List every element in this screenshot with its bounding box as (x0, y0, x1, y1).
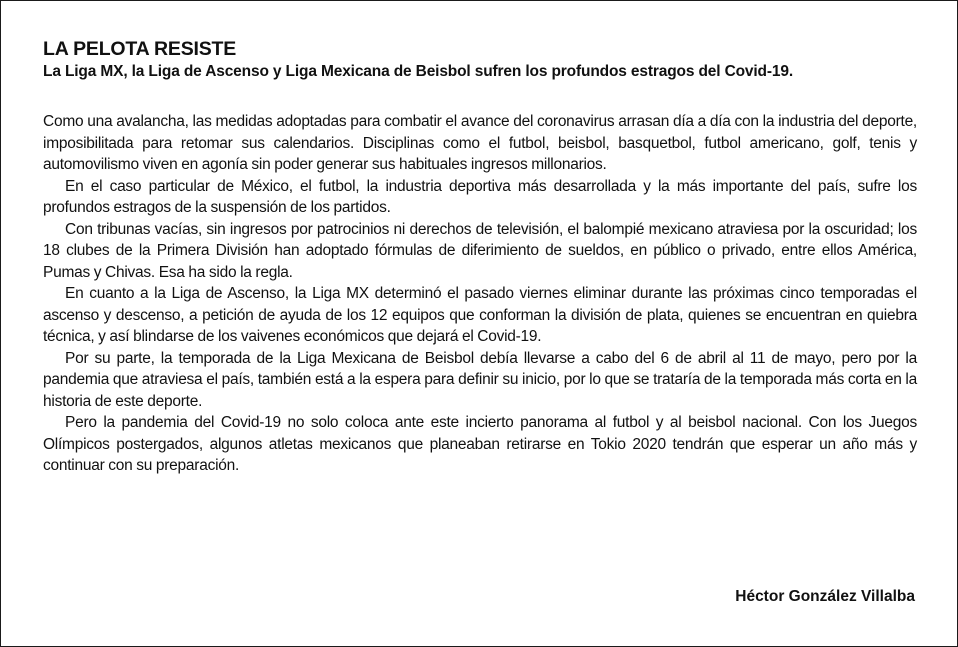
article-subhead: La Liga MX, la Liga de Ascenso y Liga Mexicana de Beisbol sufren los profundos estragos del Covid-19. (43, 63, 793, 80)
article-paragraph: Con tribunas vacías, sin ingresos por patrocinios ni derechos de televisión, el balompié mexicano atraviesa por la oscuridad; los 18 clubes de la Primera División han adoptado fórmulas de diferimiento de sueldos, en público o privado, entre ellos América, Pumas y Chivas. Esa ha sido la regla. (43, 220, 917, 281)
article-paragraph: Como una avalancha, las medidas adoptadas para combatir el avance del coronavirus arrasan día a día con la industria del deporte, imposibilitada para retomar sus calendarios. Disciplinas como el futbol, beisbol, basquetbol, futbol americano, golf, tenis y automovilismo viven en agonía sin poder generar sus habituales ingresos millonarios. (43, 113, 917, 173)
article-author: Héctor González Villalba (735, 588, 915, 605)
article-headline: LA PELOTA RESISTE (43, 38, 237, 60)
article-paragraph: Por su parte, la temporada de la Liga Mexicana de Beisbol debía llevarse a cabo del 6 de abril al 11 de mayo, pero por la pandemia que atraviesa el país, también está a la espera para definir su inicio, por lo que se trataría de la temporada más corta en la historia de este deporte. (43, 349, 917, 410)
article-paragraph: En el caso particular de México, el futbol, la industria deportiva más desarrollada y la más importante del país, sufre los profundos estragos de la suspensión de los partidos. (43, 177, 917, 216)
article-paragraph: En cuanto a la Liga de Ascenso, la Liga MX determinó el pasado viernes eliminar durante las próximas cinco temporadas el ascenso y descenso, a petición de ayuda de los 12 equipos que conforman la división de plata, quienes se encuentran en quiebra técnica, y así blindarse de los vaivenes económicos que dejará el Covid-19. (43, 285, 917, 345)
article-content (43, 37, 917, 477)
article-body (43, 111, 917, 477)
article-paragraph: Pero la pandemia del Covid-19 no solo coloca ante este incierto panorama al futbol y al beisbol nacional. Con los Juegos Olímpicos postergados, algunos atletas mexicanos que planeaban retirarse en Tokio 2020 tendrán que esperar un año más y continuar con su preparación. (43, 414, 917, 474)
